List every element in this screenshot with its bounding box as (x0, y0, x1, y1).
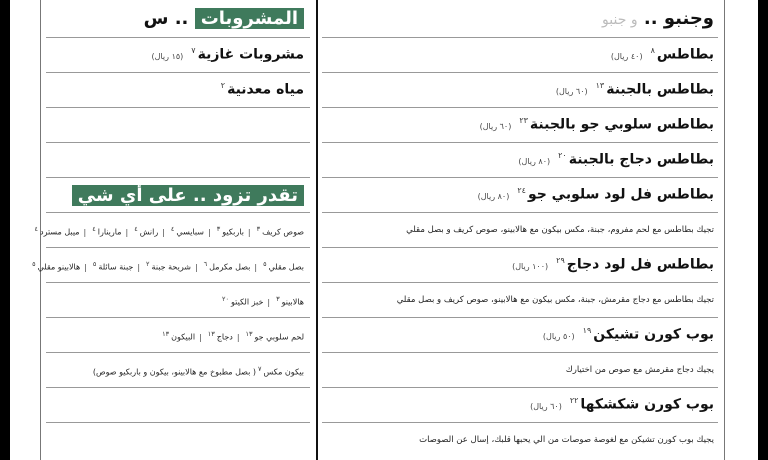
item-name: بطاطس دجاج بالجبنة (568, 151, 714, 168)
addon-name: رانش (139, 227, 159, 237)
item-description: تجيك بطاطس مع دجاج مقرمش، جبنة، مكس بيكون مع هالابينو، صوص كريف و بصل مقلي (396, 295, 714, 305)
item-description-row (322, 283, 718, 318)
item-number: ٢٤ (517, 186, 526, 195)
addon-name: خبز الكيتو (231, 297, 264, 307)
addons-row: بصل مقلي$^٥$|بصل مكرمل$^٦$|شريحة جبنة$^٢$|جبنة سائلة$^٥$|هالابينو مقلي$^٥$ (46, 248, 310, 283)
item-price: (٦٠ ريال) (479, 121, 512, 131)
right-letterbox (758, 0, 768, 460)
item-name: بوب كورن شكشكها (580, 396, 714, 413)
addon-number: ٣ (256, 225, 261, 233)
addon-name: ميبل مسترد (40, 227, 80, 237)
addon-name: جبنة سائلة (98, 262, 134, 272)
addon-name: لحم سلوبي جو (254, 332, 304, 342)
menu-item (322, 143, 718, 178)
item-description: تجيك بطاطس مع لحم مفروم، جبنة، مكس بيكون مع هالابينو، صوص كريف و بصل مقلي (406, 225, 714, 235)
addon-number: ٣ (276, 295, 280, 303)
item-price: (٥٠ ريال) (542, 331, 575, 341)
addon-name: هالابينو مقلي (37, 262, 81, 272)
sides-heading: وجنبو .. و جنبو (602, 8, 714, 29)
addon-number: ٢٠ (222, 295, 230, 303)
addon-number: ٧ (257, 365, 262, 373)
addon-name: بيكون مكس (263, 367, 304, 377)
addon-number: ١٣ (162, 330, 170, 338)
drink-price: (١٥ ريال) (151, 51, 184, 61)
addons-heading: تقدر تزود .. على أي شي (72, 185, 304, 206)
addon-name: صوص كريف (262, 227, 304, 237)
addons-row: هالابينو$^٣$|خبز الكيتو$^{٢٠}$ (46, 283, 310, 318)
addon-number: ٦ (203, 260, 208, 268)
addon-name: سبايسي (176, 227, 204, 237)
addon-name: هالابينو (281, 297, 304, 307)
item-number: ١٩ (582, 326, 592, 335)
addon-detail: ( بصل مطبوخ مع هالابينو، بيكون و باربكيو صوص) (92, 367, 256, 377)
item-name: بطاطس (656, 46, 714, 63)
empty-row (46, 423, 310, 460)
drinks-column (32, 0, 310, 460)
addons-row: صوص كريف$^٣$|باربكيو$^٣$|سبايسي$^٤$|رانش$^٤$|مارينارا$^٤$|ميبل مسترد$^٤$ (46, 213, 310, 248)
addon-number: ٤ (134, 225, 138, 233)
item-name: بطاطس سلوبي جو بالجبنة (529, 116, 714, 133)
addon-number: ٥ (32, 260, 36, 268)
item-number: ٢٣ (519, 116, 528, 125)
menu-item (322, 178, 718, 213)
addon-name: شريحة جبنة (151, 262, 191, 272)
item-price: (٨٠ ريال) (477, 191, 510, 201)
item-name: بطاطس بالجبنة (606, 81, 714, 98)
item-description-row (322, 423, 718, 460)
item-number: ١٣ (595, 81, 605, 90)
item-name: بطاطس فل لود دجاج (566, 256, 714, 273)
addons-row (46, 353, 310, 388)
item-description-row (322, 353, 718, 388)
empty-row (46, 143, 310, 178)
item-price: (٨٠ ريال) (518, 156, 551, 166)
addon-name: بصل مكرمل (209, 262, 251, 272)
item-name: بطاطس فل لود سلوبي جو (527, 186, 714, 203)
addon-number: ٤ (92, 225, 96, 233)
addon-name: مارينارا (97, 227, 122, 237)
column-divider (316, 0, 318, 460)
addons-row: لحم سلوبي جو$^{١٣}$|دجاج$^{١٣}$|البيكون$^{١٣}$ (46, 318, 310, 353)
item-description-row (322, 213, 718, 248)
item-description: يجيك بوب كورن تشيكن مع لغوصة صوصات من الي يحبها قلبك، إسال عن الصوصات (419, 435, 714, 445)
menu-item (322, 108, 718, 143)
addons-heading-row (46, 178, 310, 213)
menu-item (322, 38, 718, 73)
addon-name: البيكون (171, 332, 196, 342)
item-number: ٨ (650, 46, 655, 55)
addon-number: ١٣ (245, 330, 253, 338)
addon-number: ١٣ (207, 330, 215, 338)
addon-number: ٥ (263, 260, 267, 268)
drink-item (46, 73, 310, 108)
sides-heading-row (322, 0, 718, 38)
menu-item (322, 248, 718, 283)
addon-number: ٢ (146, 260, 150, 268)
item-price: (١٠٠ ريال) (512, 261, 549, 271)
item-price: (٦٠ ريال) (555, 86, 588, 96)
addon-number: ٥ (92, 260, 97, 268)
item-number: ٢٩ (556, 256, 565, 265)
addon-number: ٤ (170, 225, 175, 233)
addon-name: بصل مقلي (268, 262, 304, 272)
drinks-heading-row (46, 0, 310, 38)
item-price: (٦٠ ريال) (530, 401, 562, 411)
item-number: ٢٠ (558, 151, 567, 160)
menu-item (322, 73, 718, 108)
drink-name: مشروبات غازية (197, 46, 304, 63)
drink-number: ٢ (220, 81, 226, 90)
item-description: يجيك دجاج مقرمش مع صوص من اختيارك (565, 365, 714, 375)
item-name: بوب كورن تشيكن (593, 326, 714, 343)
menu-item (322, 318, 718, 353)
addon-number: ٤ (34, 225, 38, 233)
empty-row (46, 388, 310, 423)
drink-name: مياه معدنية (227, 81, 304, 98)
left-letterbox (0, 0, 10, 460)
addon-name: باربكيو (222, 227, 244, 237)
item-price: (٤٠ ريال) (610, 51, 643, 61)
addon-name: دجاج (216, 332, 233, 342)
drinks-heading: المشروبات .. س (144, 8, 304, 29)
addon-number: ٣ (216, 225, 221, 233)
item-number: ٢٢ (569, 396, 579, 405)
empty-row (46, 108, 310, 143)
drink-item (46, 38, 310, 73)
right-border-line (724, 0, 725, 460)
drink-number: ٧ (191, 46, 196, 55)
sides-column (322, 0, 718, 460)
menu-item (322, 388, 718, 423)
